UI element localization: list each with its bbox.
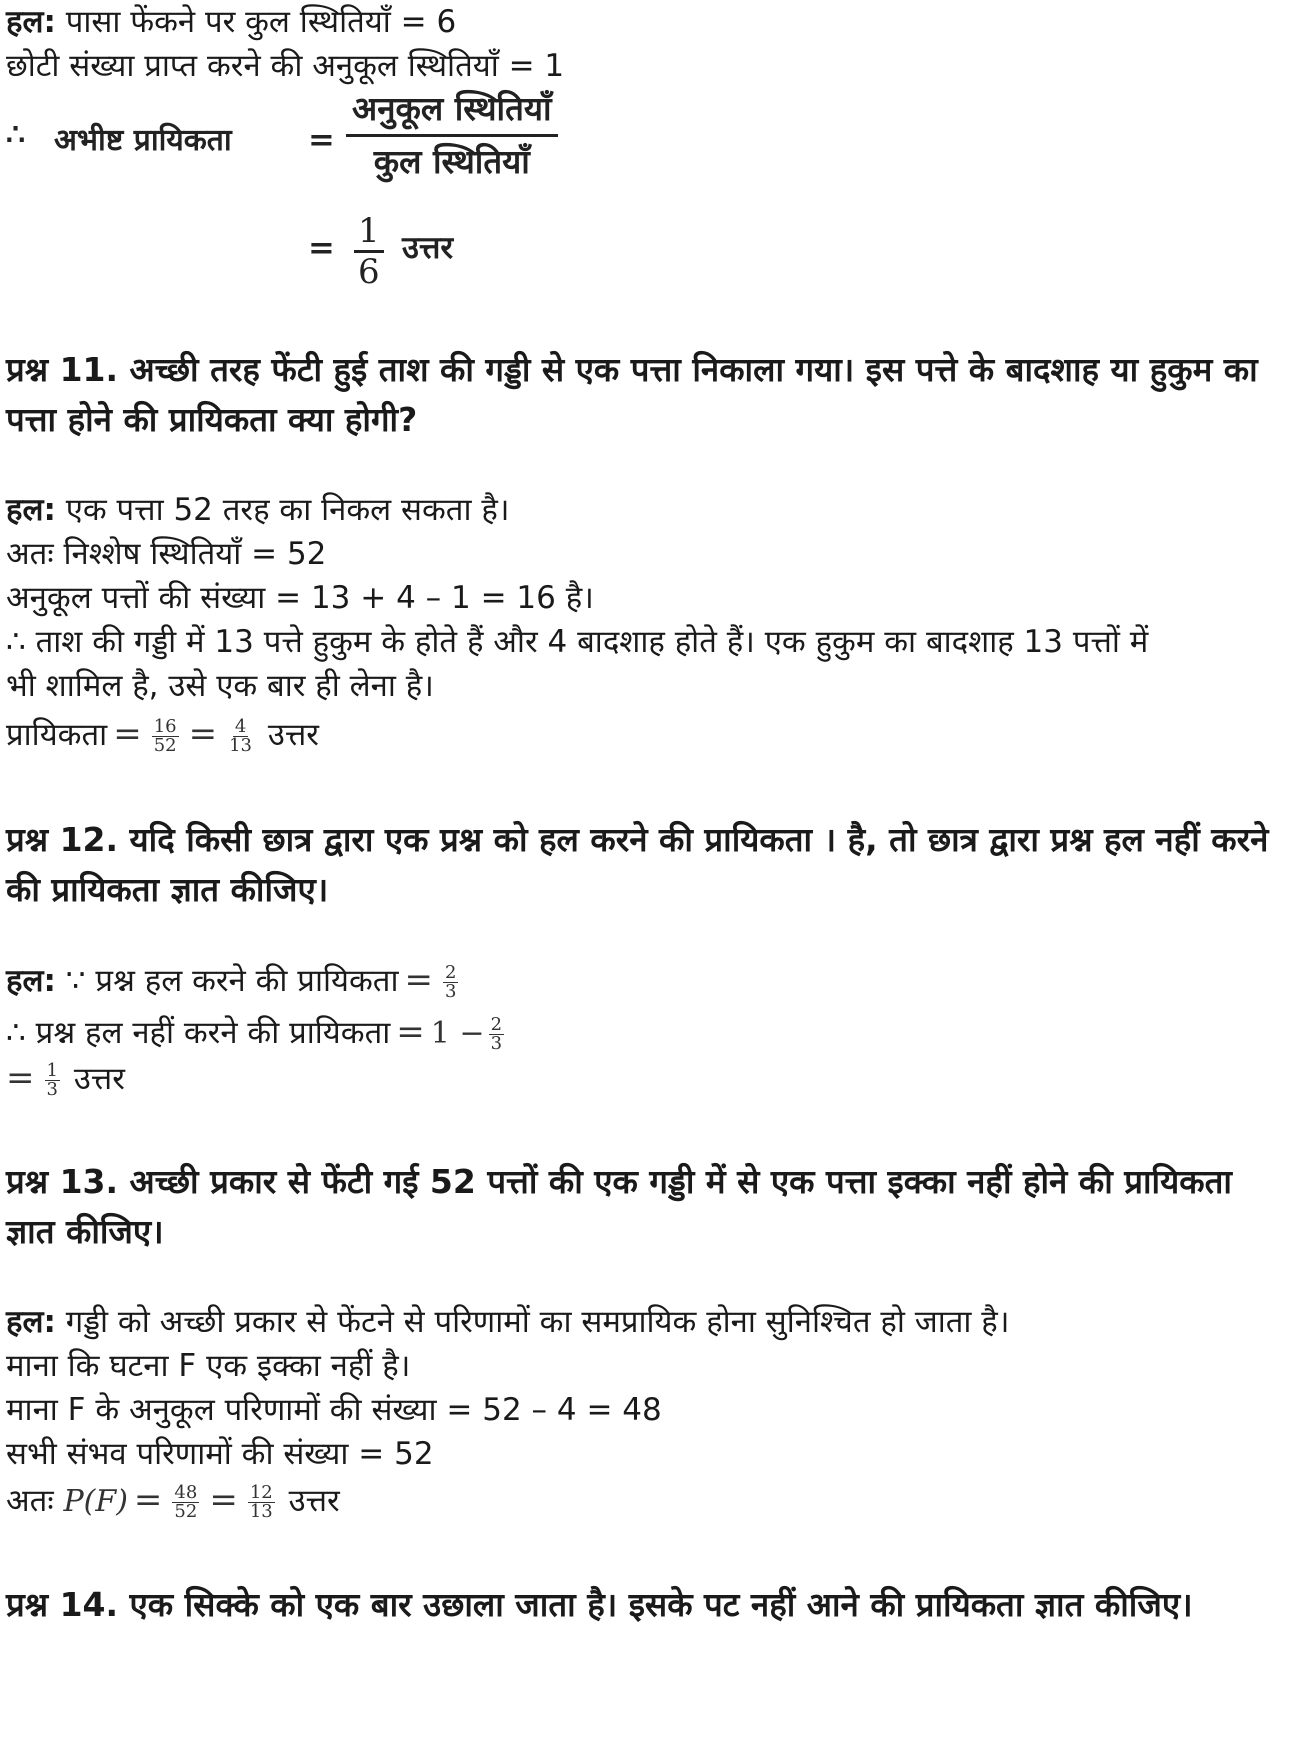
solution-text: पासा फेंकने पर कुल स्थितियाँ = 6 (55, 4, 457, 40)
answer-label: उत्तर (267, 717, 319, 753)
solution-line: छोटी संख्या प्राप्त करने की अनुकूल स्थितियाँ = 1 (6, 48, 565, 84)
solution-text: ∵ प्रश्न हल करने की प्रायिकता (55, 963, 399, 999)
solution-line (6, 488, 510, 532)
equals-sign: = (308, 120, 335, 158)
equals-sign: = (404, 960, 433, 1000)
fraction-denominator: 6 (358, 252, 380, 292)
solution-line: अतः निश्शेष स्थितियाँ = 52 (6, 536, 327, 572)
solution-line (6, 0, 456, 44)
therefore-symbol: ∴ (6, 118, 26, 153)
hal-label: हल: (6, 492, 56, 528)
equals-sign: = (113, 714, 142, 754)
equals-sign: = (6, 1058, 35, 1098)
fraction-numerator: 4 (234, 716, 247, 737)
fraction-denominator: 52 (153, 735, 177, 756)
solution-line (6, 1300, 1010, 1344)
answer-label: उत्तर (288, 1483, 340, 1519)
fraction (248, 1484, 275, 1521)
event-probability: P(F) (63, 1484, 128, 1519)
fraction-numerator: 12 (249, 1482, 273, 1503)
fraction-numerator: 1 (46, 1060, 58, 1081)
probability-label: प्रायिकता (6, 717, 108, 753)
probability-line (6, 1478, 340, 1524)
solution-text: गड्डी को अच्छी प्रकार से फेंटने से परिणामों का समप्रायिक होना सुनिश्चित हो जाता है। (55, 1304, 1010, 1340)
fraction-numerator: अनुकूल स्थितियाँ (346, 88, 558, 137)
fraction (227, 718, 254, 755)
fraction (152, 718, 179, 755)
hal-label: हल: (6, 963, 56, 999)
fraction-denominator: 3 (46, 1079, 58, 1100)
fraction (172, 1484, 199, 1521)
fraction (489, 1016, 504, 1053)
solution-line (6, 1010, 508, 1056)
fraction-denominator: 52 (174, 1501, 198, 1522)
fraction-denominator: 3 (490, 1033, 503, 1054)
solution-text: अतः (6, 1483, 54, 1519)
formula-fraction (346, 88, 558, 183)
fraction-numerator: 2 (445, 962, 457, 983)
fraction-denominator: 13 (249, 1501, 273, 1522)
answer-label: उत्तर (402, 230, 454, 266)
one-minus: 1 − (430, 1016, 485, 1051)
fraction-denominator: 3 (445, 981, 457, 1002)
equals-sign: = (396, 1012, 425, 1052)
fraction-denominator: कुल स्थितियाँ (373, 142, 530, 181)
equals-sign: = (308, 228, 335, 266)
equals-sign: = (188, 714, 218, 754)
solution-line (6, 958, 462, 1003)
fraction (45, 1062, 60, 1099)
fraction-numerator: 16 (153, 716, 177, 737)
hal-label: हल: (6, 4, 56, 40)
hal-label: हल: (6, 1304, 56, 1340)
solution-line: भी शामिल है, उसे एक बार ही लेना है। (6, 668, 434, 704)
equals-sign: = (209, 1480, 238, 1520)
solution-line: माना F के अनुकूल परिणामों की संख्या = 52 – 4 = 48 (6, 1392, 662, 1428)
question-14: प्रश्न 14. एक सिक्के को एक बार उछाला जाता है। इसके पट नहीं आने की प्रायिकता ज्ञात कीजिए। (6, 1585, 1193, 1624)
solution-text: एक पत्ता 52 तरह का निकल सकता है। (55, 492, 510, 528)
fraction (443, 964, 458, 1001)
solution-line: अनुकूल पत्तों की संख्या = 13 + 4 – 1 = 16 है। (6, 580, 594, 616)
solution-line: सभी संभव परिणामों की संख्या = 52 (6, 1436, 434, 1472)
result-fraction (354, 212, 384, 291)
solution-text: ∴ प्रश्न हल नहीं करने की प्रायिकता (6, 1015, 391, 1051)
fraction-denominator: 13 (229, 735, 252, 756)
fraction-numerator: 1 (354, 212, 384, 253)
question-11: प्रश्न 11. अच्छी तरह फेंटी हुई ताश की गड्डी से एक पत्ता निकाला गया। इस पत्ते के बादशाह या हुकुम का पत्ता होने की प्रायिकता क्या होगी? (6, 350, 1258, 439)
fraction-numerator: 2 (490, 1014, 503, 1035)
question-12: प्रश्न 12. यदि किसी छात्र द्वारा एक प्रश्न को हल करने की प्रायिकता । है, तो छात्र द्वारा प्रश्न हल नहीं करने की प्रायिकता ज्ञात कीजिए। (6, 820, 1269, 909)
solution-line: ∴ ताश की गड्डी में 13 पत्ते हुकुम के होते हैं और 4 बादशाह होते हैं। एक हुकुम का बादशाह 13 पत्तों में (6, 624, 1149, 660)
answer-label: उत्तर (73, 1061, 125, 1097)
solution-line (6, 1056, 125, 1101)
fraction-numerator: 48 (174, 1482, 198, 1503)
equals-sign: = (133, 1480, 163, 1520)
question-13: प्रश्न 13. अच्छी प्रकार से फेंटी गई 52 पत्तों की एक गड्डी में से एक पत्ता इक्का नहीं होने की प्रायिकता ज्ञात कीजिए। (6, 1162, 1232, 1251)
solution-line: माना कि घटना F एक इक्का नहीं है। (6, 1348, 411, 1384)
probability-label: अभीष्ट प्रायिकता (54, 123, 232, 158)
probability-line (6, 712, 319, 757)
